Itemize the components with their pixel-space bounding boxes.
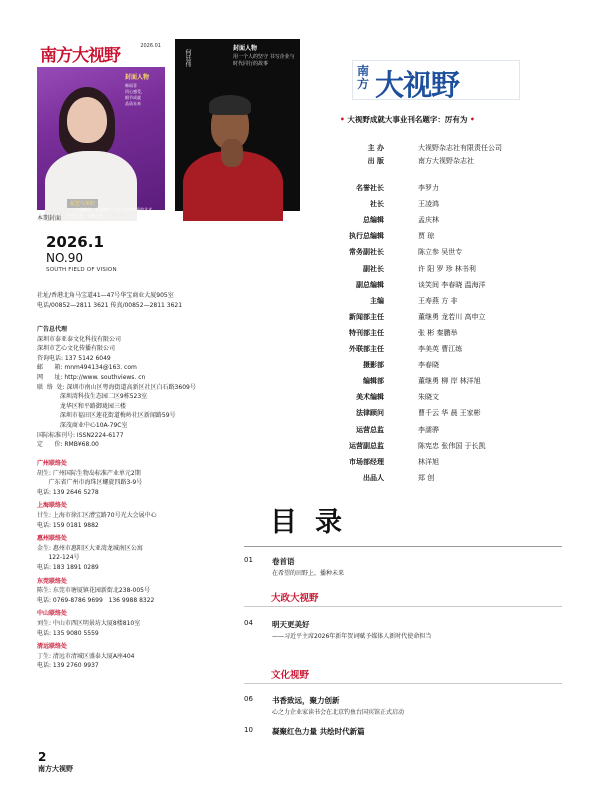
issue-date: 2026.1 bbox=[46, 233, 104, 251]
masthead-label: 法律顾问 bbox=[356, 409, 384, 418]
cover-person-name: 何廷伟 bbox=[184, 49, 191, 67]
footer-brand: 南方大视野 bbox=[38, 764, 73, 773]
masthead-label: 名誉社长 bbox=[356, 184, 384, 192]
office-line: 电话: 135 9080 5559 bbox=[37, 629, 99, 637]
logo-caption bbox=[340, 114, 475, 125]
masthead-label: 常务副社长 bbox=[349, 248, 384, 257]
masthead-label: 总编辑 bbox=[363, 216, 384, 225]
office-line: 丁生: 清远市清城区盛泰大厦A座404 bbox=[37, 652, 135, 660]
ad-agency-block bbox=[37, 325, 207, 450]
masthead-row bbox=[320, 344, 560, 356]
cover-side-line: 用心感受， bbox=[125, 89, 145, 94]
masthead-label: 出品人 bbox=[363, 473, 384, 482]
masthead-row bbox=[320, 408, 560, 420]
toc-divider bbox=[244, 546, 562, 547]
masthead-value: 贾 琼 bbox=[418, 232, 435, 241]
toc-entry bbox=[244, 726, 562, 750]
cover-side-line: 细节成就 bbox=[125, 95, 141, 100]
office-title: 东莞联络处 bbox=[37, 577, 68, 585]
masthead-row bbox=[320, 247, 560, 259]
cover-portrait-hand bbox=[221, 139, 243, 167]
address-line: 社址/香港北角马宝道41—47号华宝商业大厦905室 bbox=[37, 292, 174, 299]
office-line: 电话: 139 2760 9937 bbox=[37, 662, 99, 670]
masthead-label: 社长 bbox=[370, 200, 384, 209]
masthead-row bbox=[320, 199, 560, 211]
office-line: 电话: 139 2646 5278 bbox=[37, 488, 99, 496]
toc-entry-title: 凝聚红色力量 共绘时代新篇 bbox=[272, 727, 365, 736]
toc-category-divider bbox=[244, 606, 562, 607]
masthead-value: 董继勇 龙若川 高申立 bbox=[418, 312, 486, 321]
toc-entry-subtitle: ——习近平主席2026年新年贺词赋予媒体人新时代使命担当 bbox=[272, 633, 432, 640]
masthead-label: 美术编辑 bbox=[356, 393, 384, 402]
offices-block bbox=[37, 459, 207, 671]
logo-main-text: 大视野 bbox=[375, 68, 460, 102]
masthead-label: 运营总监 bbox=[356, 425, 384, 434]
cover-portrait-hair bbox=[209, 95, 251, 115]
ad-line: 深茂商业中心10A-79C室 bbox=[37, 421, 128, 429]
cover-right-text bbox=[233, 45, 295, 68]
office-line: 胡生: 广州国际生物岛标准产业单元2期 bbox=[37, 469, 141, 477]
masthead-row bbox=[320, 156, 540, 168]
masthead-row bbox=[320, 215, 560, 227]
toc-entry bbox=[244, 619, 562, 643]
office-title: 清远联络处 bbox=[37, 643, 68, 651]
office-line: 甘生: 上海市徐汇区漕宝路70号光大会展中心 bbox=[37, 511, 157, 519]
masthead-label: 主编 bbox=[370, 296, 384, 305]
masthead-value: 曹千云 华 晨 王家彬 bbox=[418, 409, 481, 418]
office-line: 电话: 159 0181 9882 bbox=[37, 521, 99, 529]
cover-side-headline: 封面人物 bbox=[125, 74, 150, 81]
masthead-value: 张 彬 秦鹏举 bbox=[418, 328, 458, 337]
masthead-row bbox=[320, 296, 560, 308]
toc-entry-subtitle: 心之力企业家读书会在北京钓鱼台国宾馆正式启动 bbox=[272, 709, 405, 716]
magazine-english-name: SOUTH FIELD OF VISION bbox=[46, 267, 117, 273]
toc-entry bbox=[244, 556, 562, 580]
masthead-row bbox=[320, 392, 560, 404]
masthead-row bbox=[320, 183, 560, 195]
toc-page-number: 04 bbox=[244, 619, 253, 627]
masthead-row bbox=[320, 280, 560, 292]
masthead-label: 市场部经理 bbox=[349, 457, 384, 466]
bullet-icon: • bbox=[470, 115, 475, 124]
ad-line: 国际标准刊号: ISSN2224-6177 bbox=[37, 431, 124, 439]
office-line: 广东省广州市海珠区螺旋四路3-9号 bbox=[37, 479, 143, 487]
masthead-row bbox=[320, 425, 560, 437]
masthead-row bbox=[320, 376, 560, 388]
ad-line: 咨询电话: 137 5142 6049 bbox=[37, 354, 111, 362]
toc-entry bbox=[244, 695, 562, 719]
office-line: 电话: 183 1891 0289 bbox=[37, 563, 99, 571]
address-block bbox=[37, 291, 207, 310]
logo-small-text: 南方 bbox=[357, 64, 370, 91]
masthead-value: 李春晓 bbox=[418, 361, 439, 370]
masthead-value: 王寿燕 方 非 bbox=[418, 296, 458, 305]
office-line: 金生: 惠州市惠阳区大亚湾龙城南区公寓 bbox=[37, 544, 143, 552]
masthead-row bbox=[320, 328, 560, 340]
masthead-label: 主 办 bbox=[367, 144, 384, 152]
office-title: 中山联络处 bbox=[37, 610, 68, 618]
cover-right-body: 用一个人的坚守 书写企业与时代同行的故事 bbox=[233, 54, 295, 67]
logo-caption-text: 大视野成就大事业刊名题字：厉有为 bbox=[344, 115, 471, 124]
issue-number: NO.90 bbox=[46, 251, 84, 265]
masthead-label: 外联部主任 bbox=[349, 345, 384, 353]
page-number: 2 bbox=[38, 750, 47, 764]
cover-image-left bbox=[37, 39, 165, 218]
cover-portrait-face bbox=[67, 97, 107, 143]
cover-right-headline: 封面人物 bbox=[233, 45, 258, 52]
ad-line: 广告总代理 bbox=[37, 326, 68, 333]
masthead-value: 许 阳 罗 珍 林书利 bbox=[418, 264, 476, 273]
magazine-logo bbox=[352, 60, 520, 100]
masthead-label: 特刊部主任 bbox=[349, 328, 384, 337]
masthead-value: 董继勇 柳 岸 林洋旭 bbox=[418, 377, 481, 386]
toc-page-number: 06 bbox=[244, 695, 253, 703]
ad-line: 联 络 处: 深圳市南山区粤海街道高新区社区白石路3609号 bbox=[37, 383, 196, 391]
cover-masthead bbox=[37, 39, 165, 67]
toc-category: 大政大视野 bbox=[271, 593, 319, 604]
masthead-label: 运营副总监 bbox=[349, 441, 384, 450]
cover-side-text bbox=[125, 75, 163, 107]
toc-page-number: 10 bbox=[244, 726, 253, 734]
office-title: 上海联络处 bbox=[37, 502, 68, 510]
masthead-row bbox=[320, 457, 560, 469]
toc-entry-title: 卷首语 bbox=[272, 557, 295, 566]
masthead-label: 新闻部主任 bbox=[349, 312, 384, 321]
masthead-row bbox=[320, 473, 560, 485]
toc-category: 文化视野 bbox=[271, 670, 310, 681]
masthead-label: 执行总编辑 bbox=[349, 232, 384, 241]
cover-tag: 花艺与美好 bbox=[67, 199, 98, 208]
masthead-label: 副社长 bbox=[363, 264, 384, 273]
office-line: 刘生: 中山市西区明景坊大厦8楼810室 bbox=[37, 619, 141, 627]
masthead-value: 李罗力 bbox=[418, 184, 439, 192]
office-line: 陈生: 东莞市塘厦镇花园新街北238-005号 bbox=[37, 587, 150, 595]
office-title: 惠州联络处 bbox=[37, 535, 68, 543]
toc-title: 目录 bbox=[270, 507, 360, 538]
cover-side-line: 韩雨菲 bbox=[125, 83, 137, 88]
ad-line: 深圳市泰亚泰文化科技有限公司 bbox=[37, 335, 122, 343]
masthead-value: 李濡骅 bbox=[418, 425, 439, 434]
masthead-value: 王凌鸿 bbox=[418, 200, 439, 209]
masthead-value: 林洋旭 bbox=[418, 457, 439, 466]
cover-caption: 本期封面 bbox=[37, 215, 62, 222]
office-line: 电话: 0769-8786 9699 136 9988 8322 bbox=[37, 596, 155, 604]
masthead-value: 陈立参 吴世专 bbox=[418, 248, 463, 257]
masthead-label: 摄影部 bbox=[363, 361, 384, 370]
masthead-row bbox=[320, 312, 560, 324]
toc-entry-subtitle: 在希望的田野上，播种未来 bbox=[272, 570, 345, 577]
cover-side-line: 品质未来 bbox=[125, 101, 141, 106]
ad-line: 深圳市艺心文化传播有限公司 bbox=[37, 345, 116, 353]
cover-image-right bbox=[175, 39, 300, 211]
cover-issue-small: 2026.01 bbox=[140, 43, 161, 49]
masthead-row bbox=[320, 231, 560, 243]
ad-line: 定 价: RMB¥68.00 bbox=[37, 441, 99, 449]
bullet-icon: • bbox=[340, 115, 345, 124]
masthead-label: 编辑部 bbox=[363, 377, 384, 386]
masthead-value: 郑 创 bbox=[418, 473, 435, 482]
masthead-row bbox=[320, 360, 560, 372]
masthead-value: 陈宪忠 张伟国 于长凯 bbox=[418, 441, 486, 450]
ad-line: 网 址: http://www. southviews. cn bbox=[37, 373, 146, 381]
masthead-row bbox=[320, 441, 560, 453]
masthead-row bbox=[320, 264, 560, 276]
masthead-row bbox=[320, 143, 540, 155]
ad-line: 龙华区和平路御珑园三楼 bbox=[37, 402, 126, 410]
ad-line: 邮 箱: mnm494134@163. com bbox=[37, 364, 137, 372]
address-line: 电话/00852—2811 3621 传真/00852—2811 3621 bbox=[37, 301, 183, 309]
ad-line: 深圳市福田区莲花街道梅岭社区新闻路59号 bbox=[37, 412, 176, 420]
toc-entry-title: 明天更美好 bbox=[272, 620, 310, 629]
toc-entry-title: 书香致远，聚力创新 bbox=[272, 696, 340, 705]
masthead-value: 大视野杂志社有限责任公司 bbox=[418, 144, 502, 152]
masthead-value: 李美英 曹江练 bbox=[418, 345, 463, 353]
office-line: 122-124号 bbox=[37, 554, 80, 562]
masthead-value: 谈笑间 李春晓 温海洋 bbox=[418, 280, 486, 289]
masthead-label: 出 版 bbox=[367, 157, 384, 165]
masthead-label: 副总编辑 bbox=[356, 280, 384, 289]
cover-tag-text: ——大美新语，花间的尚 小台与自然写意的艺术 生活之美，心象之间 bbox=[67, 207, 153, 218]
masthead-value: 孟庆林 bbox=[418, 216, 439, 225]
masthead-value: 南方大视野杂志社 bbox=[418, 157, 474, 165]
ad-line: 深圳湾科技生态园二区9栋523室 bbox=[37, 393, 148, 401]
masthead-value: 朱晓文 bbox=[418, 393, 439, 402]
toc-page-number: 01 bbox=[244, 556, 253, 564]
office-title: 广州联络处 bbox=[37, 460, 68, 467]
toc-category-divider bbox=[244, 683, 562, 684]
cover-masthead-title: 南方大视野 bbox=[40, 46, 120, 66]
